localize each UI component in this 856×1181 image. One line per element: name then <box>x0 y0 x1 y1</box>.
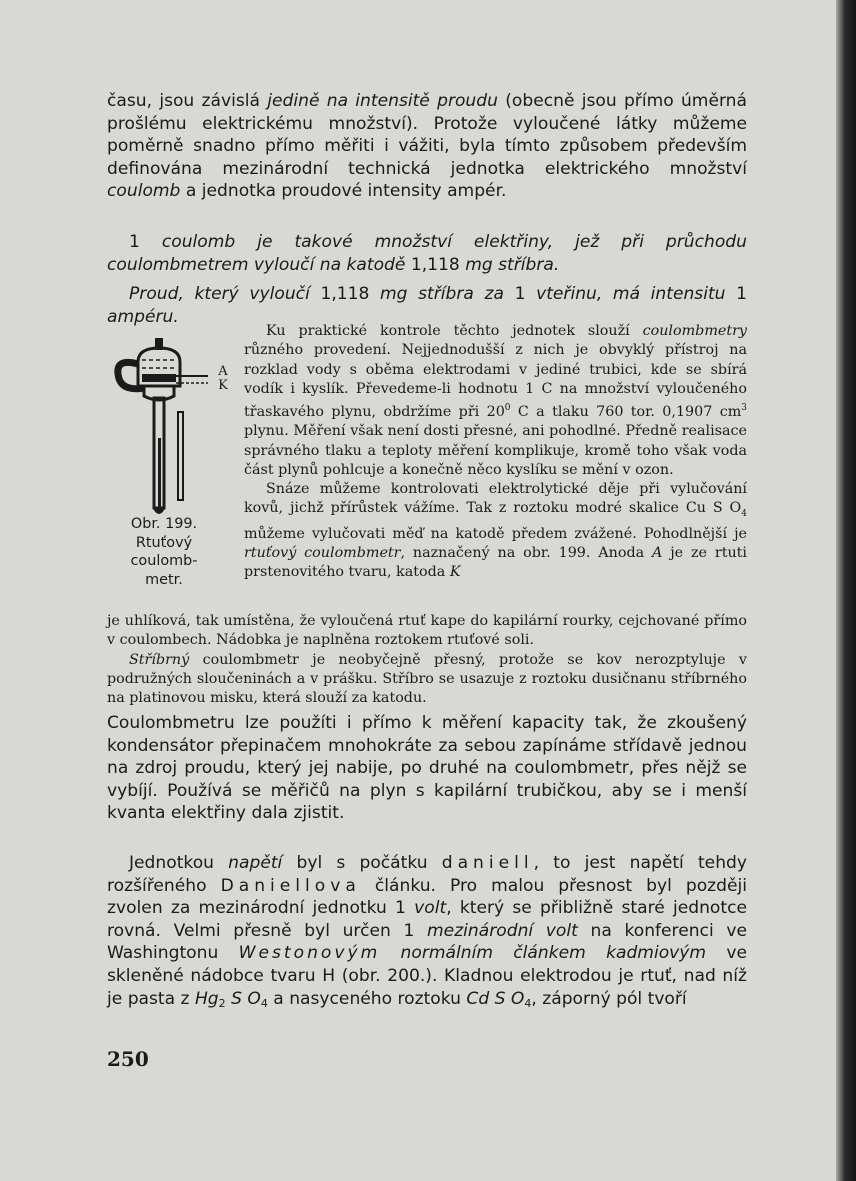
paragraph-current-laws <box>107 90 747 203</box>
text-run: 1 <box>129 232 162 252</box>
small-print-beside-figure <box>244 322 747 582</box>
spaced-text: Daniellova <box>220 875 361 896</box>
caption-line: Obr. 199. <box>130 516 198 532</box>
paragraph-silver-coulombmeter <box>107 612 747 708</box>
superscript: 0 <box>504 403 511 414</box>
figure-caption <box>108 515 220 589</box>
emphasis-text: Stříbrný <box>129 651 190 668</box>
label-cathode: K <box>218 378 228 393</box>
subscript: 4 <box>260 996 268 1010</box>
subscript: 4 <box>524 996 532 1010</box>
text-run: na konferenci ve Washingtonu <box>107 920 747 964</box>
figure-mercury-coulombmeter <box>108 334 240 520</box>
mercury-column <box>158 438 161 508</box>
text-run: 1 <box>725 284 747 304</box>
scale-rod <box>178 412 183 500</box>
text-run: (obecně jsou přímo úměrná prošlému elektrickému množství). Protože vyloučené látky můžeme poměrně snadno přímo měřiti i vážiti, byla tímto způsobem především definována mezinárodní technická jednotka elektrického množství <box>107 91 747 179</box>
emphasis-text: volt <box>414 898 447 919</box>
text-run: , naznačený na obr. 199. Anoda <box>400 544 653 561</box>
text-run: C a tlaku 760 tor. 0,1907 cm <box>510 403 742 420</box>
emphasis-text: rtuťový coulombmetr <box>244 544 401 561</box>
emphasis-text: Cd S O <box>466 988 525 1009</box>
text-run: Jednotkou <box>129 853 229 873</box>
text-run: 1,118 <box>309 284 381 304</box>
text-run: je uhlíková, tak umístěna, že vyloučená rtuť kape do kapilární rourky, cejchované přímo v coulombech. Nádobka je naplněna roztokem rtuťové soli. <box>107 613 747 649</box>
caption-line: Rtuťový <box>135 534 193 551</box>
emphasis-text: coulomb <box>107 181 181 202</box>
emphasis-text: jedině na intensitě proudu <box>267 91 498 111</box>
text-run: a jednotka proudové intensity ampér. <box>180 181 507 202</box>
book-edge-shadow <box>836 0 856 1181</box>
emphasis-text: Westonovým <box>238 943 381 964</box>
definition-coulomb <box>107 231 747 276</box>
text-run: , který se přibližně staré jednotce rovná. Velmi přesně byl určen 1 <box>107 898 747 941</box>
page-number: 250 <box>107 1047 149 1071</box>
text-run: ve skleněné nádobce tvaru H (obr. 200.). Kladnou elektrodou je rtuť, nad níž je pasta z <box>107 943 747 1009</box>
emphasis-text: mg stříbra. <box>465 254 560 275</box>
text-run: 1 <box>503 284 537 304</box>
emphasis-text: coulombmetry <box>642 323 747 339</box>
anode-ring <box>142 374 176 382</box>
text-run: a nasyceného roztoku <box>267 988 467 1009</box>
caption-line: coulomb- <box>130 553 198 570</box>
text-run: plynu. Měření však není dosti přesné, ani pohodlné. Předně realisace správného tlaku a teploty měření komplikuje, kromě toho však voda část plynů pohlcuje a konečně něco kyslíku se mění v ozon. <box>244 423 747 478</box>
text-run: je ze rtuti prstenovitého tvaru, katoda <box>244 544 747 581</box>
emphasis-text: S O <box>225 988 261 1009</box>
spaced-text: daniell <box>441 853 534 873</box>
text-run: různého provedení. Nejjednodušší z nich je obvyklý přístroj na rozklad vody s oběma elektrodami v jediné trubici, kde se sbírá vodík i kyslík. Převedeme-li hodnotu 1 C na množství vyloučeného třaskavého plynu, obdržíme při 20 <box>244 342 747 420</box>
text-run: , to jest napětí tehdy rozšířeného <box>107 853 747 896</box>
coulombmeter-illustration <box>108 334 240 520</box>
emphasis-text: napětí <box>228 853 283 873</box>
emphasis-text: A <box>652 544 663 561</box>
label-anode: A <box>218 364 228 379</box>
text-run: coulombmetr je neobyčejně přesný, protože se kov nerozptyluje v podružných sloučeninách a v prášku. Stříbro se usazuje z roztoku dusičnanu stříbrného na platinovou misku, která slouží za katodu. <box>107 651 747 707</box>
superscript: 3 <box>741 403 747 414</box>
subscript: 4 <box>741 509 747 520</box>
paragraph-voltage-unit <box>107 852 747 1015</box>
text-run: můžeme vylučovati měď na katodě předem zvážené. Pohodlnější je <box>244 525 747 542</box>
paragraph-metal-coulombmeter <box>244 480 747 582</box>
emphasis-text: K <box>449 564 461 581</box>
paragraph-capacity-measurement <box>107 712 747 825</box>
emphasis-text: coulomb je takové množství elektřiny, jež při průchodu coulombmetrem vyloučí na katodě <box>107 232 747 275</box>
tube-bottom <box>154 508 164 513</box>
text-run: 1,118 <box>405 254 466 275</box>
emphasis-text: normálním článkem kadmiovým <box>380 943 707 964</box>
text-run: Coulombmetru lze použíti i přímo k měření kapacity tak, že zkoušený kondensátor přepinačem mnohokráte za sebou zapínáme střídavě jednou na zdroj proudu, který jej nabije, po druhé na coulombmetr, přes nějž se vybíjí. Používá se měřičů na plyn s kapilární trubičkou, aby se i menší kvanta elektřiny dala zjistit. <box>107 713 747 824</box>
emphasis-text: mezinárodní volt <box>427 920 578 941</box>
paragraph-gas-coulombmeter <box>244 322 747 480</box>
text-run: byl s počátku <box>282 853 442 873</box>
emphasis-text: mg stříbra za <box>380 284 504 304</box>
emphasis-text: Proud, který vyloučí <box>129 284 310 304</box>
subscript: 2 <box>218 996 226 1010</box>
caption-line: metr. <box>145 571 183 588</box>
emphasis-text: vteřinu, má intensitu <box>536 284 726 304</box>
text-run: Snáze můžeme kontrolovati elektrolytické děje při vylučování kovů, jichž přírůstek vážíme. Tak z roztoku modré skalice Cu S O <box>244 481 747 517</box>
text-run: článku. Pro malou přesnost byl později zvolen za mezinárodní jednotku 1 <box>107 875 747 919</box>
text-run: času, jsou závislá <box>107 91 268 111</box>
emphasis-text: Hg <box>194 988 219 1009</box>
emphasis-text: ampéru. <box>107 306 179 327</box>
text-run: Ku praktické kontrole těchto jednotek slouží <box>266 323 643 339</box>
text-run: , záporný pól tvoří <box>531 988 687 1009</box>
